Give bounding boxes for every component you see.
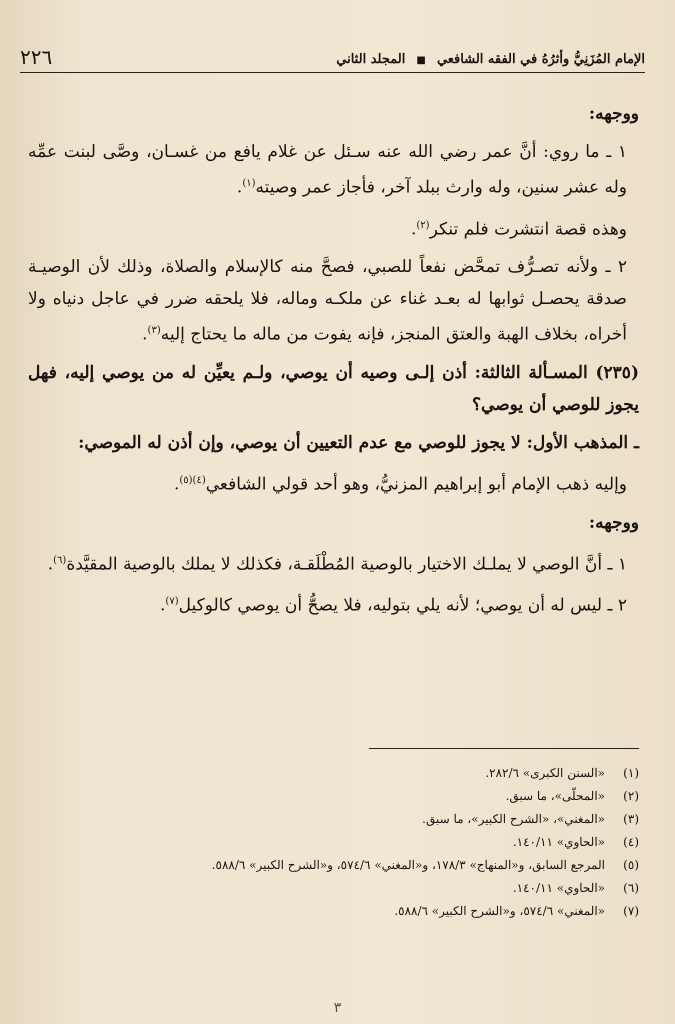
question-heading xyxy=(28,357,639,421)
paragraph-text: ووجهه: xyxy=(588,104,639,124)
footnote-marker[interactable]: (٣) xyxy=(147,325,161,337)
footnote-text: «السنن الكبرى» ٢٨٢/٦. xyxy=(485,766,605,780)
footnote xyxy=(28,877,639,900)
paragraph-heading xyxy=(28,507,639,539)
signature-mark: ٣ xyxy=(333,1000,342,1016)
footnote-number: (٥) xyxy=(623,858,639,872)
main-text xyxy=(28,98,639,628)
footnote-marker[interactable]: (٥) xyxy=(179,474,193,486)
header-divider xyxy=(20,72,645,73)
footnote-number: (٦) xyxy=(623,881,639,895)
footnote-text: «المحلّى»، ما سبق. xyxy=(505,789,605,803)
footnote-text: «المغني»، «الشرح الكبير»، ما سبق. xyxy=(422,812,605,826)
paragraph: وهذه قصة انتشرت فلم تنكر$^{(٢)}$. xyxy=(410,219,627,240)
paragraph-text: ١ ـ أنَّ الوصي لا يملـك الاختيار بالوصية المُطْلَقـة، فكذلك لا يملك بالوصية المقيَّدة xyxy=(66,554,627,575)
school-heading xyxy=(28,427,639,459)
footnote-divider xyxy=(369,748,639,749)
paragraph-text: وهذه قصة انتشرت فلم تنكر xyxy=(429,219,627,240)
footnote-marker[interactable]: (٧) xyxy=(165,596,179,608)
paragraph-heading xyxy=(28,98,639,130)
footnote-marker[interactable]: (٦) xyxy=(53,554,67,566)
paragraph-text: ٢ ـ ليس له أن يوصي؛ لأنه يلي بتوليه، فلا يصحُّ أن يوصي كالوكيل xyxy=(178,595,627,616)
footnote-text: «الحاوي» ١٤٠/١١. xyxy=(512,835,605,849)
header-title-group xyxy=(336,48,645,67)
paragraph-text: ٢ ـ ولأنه تصـرُّف تمحَّض نفعاً للصبي، فصحَّ منه كالإسلام والصلاة، وذلك لأن الوصيـة صدقة يحصـل ثوابها له بعـد غناء عن ملكـه وماله، فلا يلحقه ضرر في عاجل دنياه ولا أخراه، بخلاف الهبة والعتق المنجز، فإنه يفوت من ماله ما يحتاج إليه xyxy=(28,257,627,345)
book-title: الإمام المُزَنِيُّ وأثرُهُ في الفقه الشافعي xyxy=(436,51,645,67)
header-separator: ■ xyxy=(416,54,426,66)
paragraph-text: (٢٣٥) المسـألة الثالثة: أذن إلـى وصيه أن يوصي، ولـم يعيِّن له من يوصي إليه، فهل يجوز للوصي أن يوصي؟ xyxy=(28,362,639,415)
paragraph-text: وإليه ذهب الإمام أبو إبراهيم المزنيُّ، وهو أحد قولي الشافعي xyxy=(205,474,627,495)
footnote xyxy=(28,808,639,831)
paragraph-text: ووجهه: xyxy=(588,512,639,533)
footnotes xyxy=(28,762,639,923)
footnote-text: المرجع السابق، و«المنهاج» ١٧٨/٣، و«المغني» ٥٧٤/٦، و«الشرح الكبير» ٥٨٨/٦. xyxy=(211,858,605,872)
paragraph: ١ ـ ما روي: أنَّ عمر رضي الله عنه سـئل عن غلام يافع من غسـان، وصَّى لبنت عمِّه وله عشر سنين، وله وارث ببلد آخر، فأجاز عمر وصيته$^{(١)}$. xyxy=(28,142,627,198)
footnote-number: (٤) xyxy=(623,835,639,849)
footnote-text: «الحاوي» ١٤٠/١١. xyxy=(512,881,605,895)
paragraph-text: ـ المذهب الأول: لا يجوز للوصي مع عدم التعيين أن يوصي، وإن أذن له الموصي: xyxy=(78,432,639,453)
footnote-number: (٢) xyxy=(623,789,639,803)
footnote-marker[interactable]: (٤) xyxy=(192,474,206,486)
page-number: ٢٢٦ xyxy=(20,45,53,69)
paragraph: ٢ ـ ولأنه تصـرُّف تمحَّض نفعاً للصبي، فصحَّ منه كالإسلام والصلاة، وذلك لأن الوصيـة صدقة يحصـل ثوابها له بعـد غناء عن ملكـه وماله، فلا يلحقه ضرر في عاجل دنياه ولا أخراه، بخلاف الهبة والعتق المنجز، فإنه يفوت من ماله ما يحتاج إليه$^{(٣)}$. xyxy=(28,257,627,345)
footnote xyxy=(28,900,639,923)
footnote-number: (٧) xyxy=(623,904,639,918)
footnote-marker[interactable]: (١) xyxy=(242,178,256,189)
paragraph: ٢ ـ ليس له أن يوصي؛ لأنه يلي بتوليه، فلا يصحُّ أن يوصي كالوكيل$^{(٧)}$. xyxy=(160,595,627,616)
paragraph: ١ ـ أنَّ الوصي لا يملـك الاختيار بالوصية المُطْلَقـة، فكذلك لا يملك بالوصية المقيَّدة$^{(٦)}$. xyxy=(47,554,627,575)
footnote-text: «المغني» ٥٧٤/٦، و«الشرح الكبير» ٥٨٨/٦. xyxy=(394,904,605,918)
footnote xyxy=(28,785,639,808)
paragraph: وإليه ذهب الإمام أبو إبراهيم المزنيُّ، وهو أحد قولي الشافعي$^{(٤)(٥)}$. xyxy=(173,474,627,495)
footnote-number: (١) xyxy=(623,766,639,780)
footnote xyxy=(28,831,639,854)
footnote-number: (٣) xyxy=(623,812,639,826)
footnote-marker[interactable]: (٢) xyxy=(416,219,430,231)
footnote xyxy=(28,762,639,785)
paragraph-text: ١ ـ ما روي: أنَّ عمر رضي الله عنه سـئل عن غلام يافع من غسـان، وصَّى لبنت عمِّه وله عشر سنين، وله وارث ببلد آخر، فأجاز عمر وصيته xyxy=(28,142,627,198)
footnote xyxy=(28,854,639,877)
page-header xyxy=(20,42,645,72)
volume-label: المجلد الثاني xyxy=(336,51,406,67)
